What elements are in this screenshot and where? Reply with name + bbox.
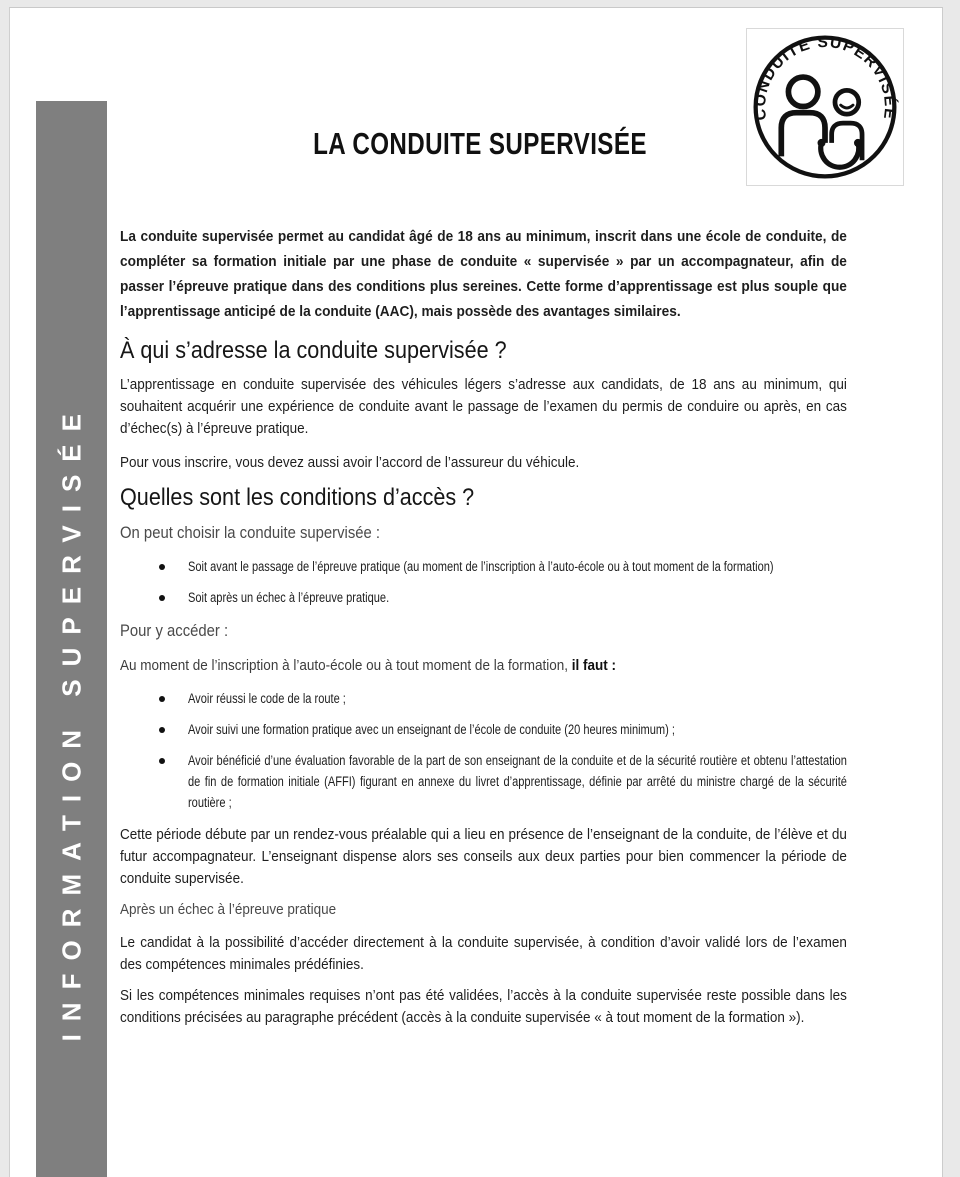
intro-paragraph — [120, 224, 847, 324]
paragraph-direct-access-text: Le candidat à la possibilité d’accéder directement à la conduite supervisée, à condition d’avoir validé lors de l’examen des compétences minimales prédéfinies. — [120, 934, 847, 973]
list-item — [120, 720, 847, 741]
paragraph-who-2 — [120, 452, 847, 474]
conduite-supervisee-logo — [746, 28, 904, 186]
list-item — [120, 557, 847, 578]
list-item-text: Soit avant le passage de l’épreuve pratique (au moment de l’inscription à l’auto-école ou à tout moment de la formation) — [188, 559, 774, 575]
steering-wheel-icon — [817, 139, 861, 167]
list-item-text: Soit après un échec à l’épreuve pratique. — [188, 590, 390, 606]
sidebar-banner — [36, 101, 107, 1177]
sidebar-vertical-text: INFORMATION SUPERVISÉE — [56, 400, 86, 1041]
access-lead-bold-text: il faut : — [571, 657, 616, 674]
paragraph-not-validated — [120, 985, 847, 1029]
bullet-icon — [159, 595, 165, 601]
intro-paragraph-text: La conduite supervisée permet au candidat âgé de 18 ans au minimum, inscrit dans une école de conduite, de compléter sa formation initiale par une phase de conduite « supervisée » par un accompagnateur, afin de passer l’épreuve pratique dans des conditions plus sereines. Cette forme d’apprentissage est plus souple que l’apprentissage anticipé de la conduite (AAC), mais possède des avantages similaires. — [120, 228, 847, 320]
logo-graphic — [749, 31, 901, 183]
subheading-choose — [120, 521, 847, 545]
access-lead-text: Au moment de l’inscription à l’auto-école ou à tout moment de la formation, — [120, 657, 572, 674]
section-heading-conditions-text: Quelles sont les conditions d’accès ? — [120, 484, 475, 511]
section-heading-who — [120, 336, 847, 366]
paragraph-who-2-text: Pour vous inscrire, vous devez aussi avoir l’accord de l’assureur du véhicule. — [120, 454, 580, 471]
bullet-icon — [159, 696, 165, 702]
bullet-icon — [159, 758, 165, 764]
paragraph-rendezvous-text: Cette période débute par un rendez-vous préalable qui a lieu en présence de l’enseignant de la conduite, de l’élève et du futur accompagnateur. L’enseignant dispense alors ses conseils aux deux parties pour bien commencer la période de conduite supervisée. — [120, 826, 847, 887]
list-item-text: Avoir réussi le code de la route ; — [188, 691, 346, 707]
access-lead-wrap — [120, 655, 847, 677]
paragraph-who-1-text: L’apprentissage en conduite supervisée des véhicules légers s’adresse aux candidats, de 18 ans au minimum, qui souhaitent acquérir une expérience de conduite avant le passage de l’examen du permis de conduire ou après, en cas d’échec(s) à l’épreuve pratique. — [120, 376, 847, 437]
list-item — [120, 689, 847, 710]
list-item-text: Avoir suivi une formation pratique avec un enseignant de l’école de conduite (20 heures minimum) ; — [188, 722, 675, 738]
subheading-after-fail-text: Après un échec à l’épreuve pratique — [120, 901, 337, 918]
subheading-access — [120, 619, 847, 643]
access-bullet-list — [120, 689, 847, 814]
access-lead-line — [120, 655, 847, 677]
document-body — [120, 224, 847, 1041]
section-heading-who-text: À qui s’adresse la conduite supervisée ? — [120, 337, 507, 364]
section-heading-conditions — [120, 483, 847, 513]
paragraph-who-1 — [120, 374, 847, 440]
bullet-icon — [159, 564, 165, 570]
subheading-access-text: Pour y accéder : — [120, 622, 229, 640]
paragraph-not-validated-text: Si les compétences minimales requises n’ont pas été validées, l’accès à la conduite supervisée reste possible dans les conditions précisées au paragraphe précédent (accès à la conduite supervisée « à tout moment de la formation »). — [120, 987, 847, 1026]
document-page — [9, 7, 943, 1177]
list-item-text: Avoir bénéficié d’une évaluation favorable de la part de son enseignant de la conduite et de la sécurité routière et obtenu l’attestation de fin de formation initiale (AFFI) figurant en annexe du livret d’apprentissage, définie par arrêté du ministre chargé de la sécurité routière ; — [188, 753, 847, 811]
logo-arc-text: CONDUITE SUPERVISÉE — [751, 33, 899, 122]
page-title: LA CONDUITE SUPERVISÉE — [313, 126, 647, 161]
paragraph-rendezvous — [120, 824, 847, 890]
list-item — [120, 588, 847, 609]
subheading-choose-text: On peut choisir la conduite supervisée : — [120, 524, 381, 542]
subheading-after-fail — [120, 899, 847, 920]
list-item — [120, 751, 847, 814]
bullet-icon — [159, 727, 165, 733]
choose-bullet-list — [120, 557, 847, 609]
paragraph-direct-access — [120, 932, 847, 976]
